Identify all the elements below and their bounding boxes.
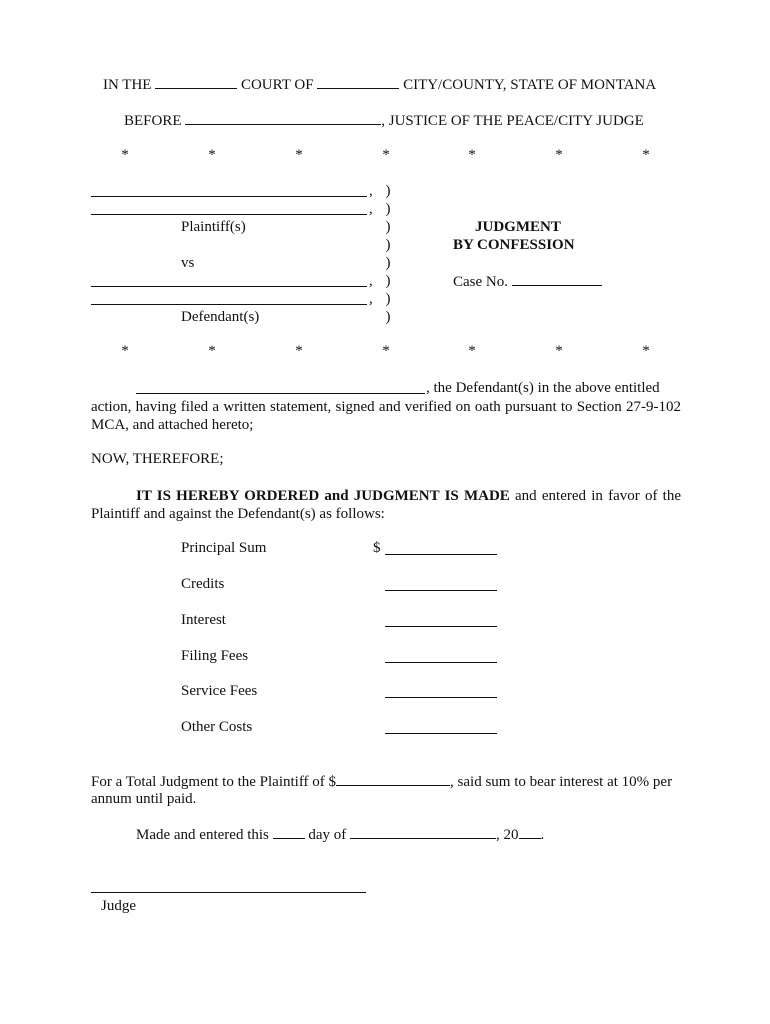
- total-line2: annum until paid.: [91, 791, 197, 807]
- comma: ,: [369, 273, 373, 289]
- star: *: [295, 343, 303, 359]
- court-line: [103, 76, 656, 94]
- in-the-label: IN THE: [103, 77, 152, 93]
- judge-signature-line[interactable]: [91, 892, 366, 893]
- paren: ): [385, 291, 391, 307]
- year-field[interactable]: [519, 826, 541, 839]
- star: *: [468, 147, 476, 163]
- defendant-name-field-1[interactable]: [91, 286, 367, 287]
- day-field[interactable]: [273, 826, 305, 839]
- interest-label: Interest: [181, 612, 226, 628]
- order-rest-text: and entered in favor of the Plaintiff and against the Defendant(s) as follows:: [91, 488, 681, 522]
- entered-prefix: Made and entered this: [136, 827, 269, 843]
- filing-fees-field[interactable]: [385, 662, 497, 663]
- justice-label: , JUSTICE OF THE PEACE/CITY JUDGE: [381, 113, 644, 129]
- state-label: CITY/COUNTY, STATE OF MONTANA: [403, 77, 657, 93]
- star: *: [555, 147, 563, 163]
- star: *: [382, 343, 390, 359]
- para1-tail: , the Defendant(s) in the above entitled: [426, 380, 660, 396]
- paren: ): [385, 255, 391, 271]
- credits-field[interactable]: [385, 590, 497, 591]
- comma: ,: [369, 201, 373, 217]
- star: *: [642, 343, 650, 359]
- entered-date-line: [136, 826, 544, 844]
- city-county-field[interactable]: [317, 76, 399, 89]
- dollar-sign: $: [373, 540, 381, 556]
- total-judgment-line: [91, 773, 672, 791]
- paren: ): [385, 273, 391, 289]
- star: *: [121, 343, 129, 359]
- credits-label: Credits: [181, 576, 225, 592]
- justice-line: [124, 112, 644, 130]
- principal-sum-label: Principal Sum: [181, 540, 267, 556]
- judge-name-field[interactable]: [185, 112, 381, 125]
- before-label: BEFORE: [124, 113, 182, 129]
- star: *: [468, 343, 476, 359]
- judge-label: Judge: [101, 898, 136, 914]
- filing-fees-label: Filing Fees: [181, 648, 249, 664]
- year-prefix: , 20: [496, 827, 519, 843]
- case-no-label: Case No.: [453, 274, 508, 290]
- total-prefix: For a Total Judgment to the Plaintiff of $: [91, 774, 337, 790]
- comma: ,: [369, 183, 373, 199]
- court-of-label: COURT OF: [240, 77, 314, 93]
- total-suffix: , said sum to bear interest at 10% per: [450, 774, 673, 790]
- other-costs-label: Other Costs: [181, 719, 253, 735]
- paren: ): [385, 219, 391, 235]
- star: *: [208, 343, 216, 359]
- order-bold-text: IT IS HEREBY ORDERED and JUDGMENT IS MADE: [136, 488, 510, 504]
- defendant-statement-name-field[interactable]: [136, 393, 425, 394]
- service-fees-field[interactable]: [385, 697, 497, 698]
- paren: ): [385, 201, 391, 217]
- star: *: [555, 343, 563, 359]
- other-costs-field[interactable]: [385, 733, 497, 734]
- case-number: [453, 273, 602, 291]
- star: *: [382, 147, 390, 163]
- star: *: [642, 147, 650, 163]
- document-title: JUDGMENT: [475, 219, 561, 235]
- case-number-field[interactable]: [512, 273, 602, 286]
- paren: ): [385, 183, 391, 199]
- star: *: [208, 147, 216, 163]
- plaintiff-name-field-2[interactable]: [91, 214, 367, 215]
- paren: ): [385, 237, 391, 253]
- month-field[interactable]: [350, 826, 496, 839]
- star: *: [295, 147, 303, 163]
- para1-body: action, having filed a written statement, signed and verified on oath pursuant to Section 27-9-102 MCA, and attached hereto;: [91, 399, 681, 433]
- period: .: [540, 827, 545, 843]
- defendant-name-field-2[interactable]: [91, 304, 367, 305]
- day-of-label: day of: [308, 827, 347, 843]
- paren: ): [385, 309, 391, 325]
- total-amount-field[interactable]: [336, 773, 450, 786]
- principal-sum-field[interactable]: [385, 554, 497, 555]
- comma: ,: [369, 291, 373, 307]
- order-paragraph: [91, 487, 681, 523]
- defendant-label: Defendant(s): [181, 309, 260, 325]
- plaintiff-name-field-1[interactable]: [91, 196, 367, 197]
- vs-label: vs: [181, 255, 195, 271]
- plaintiff-label: Plaintiff(s): [181, 219, 246, 235]
- interest-field[interactable]: [385, 626, 497, 627]
- now-therefore: NOW, THEREFORE;: [91, 451, 224, 467]
- document-subtitle: BY CONFESSION: [453, 237, 575, 253]
- star: *: [121, 147, 129, 163]
- court-name-field[interactable]: [155, 76, 237, 89]
- service-fees-label: Service Fees: [181, 683, 258, 699]
